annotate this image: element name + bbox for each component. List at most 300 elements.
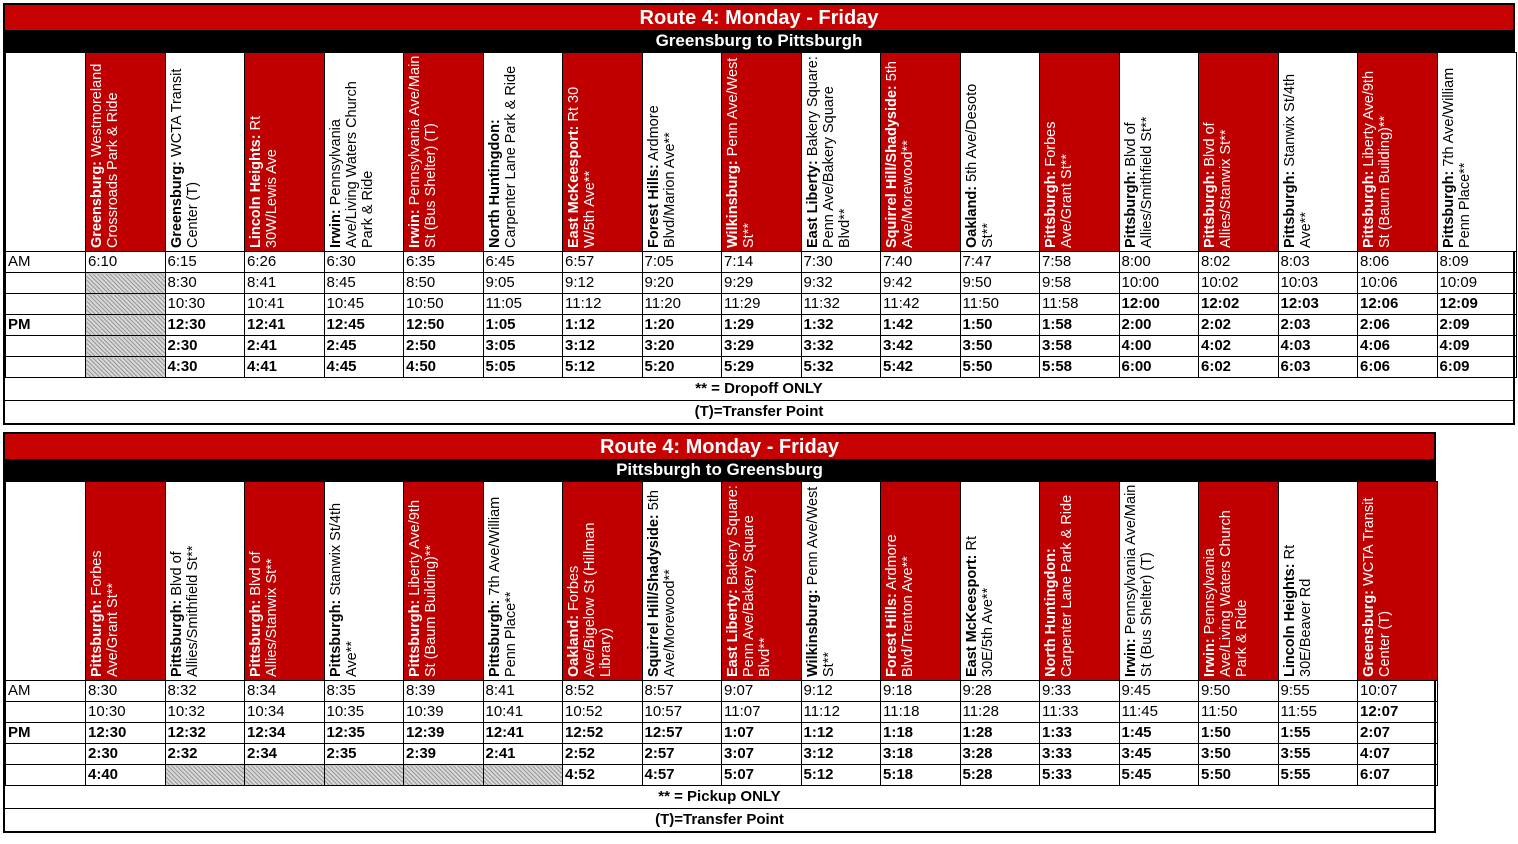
stop-header [1040,53,1120,252]
stop-header [1199,53,1279,252]
time-cell: 10:35 [324,702,404,723]
time-cell: 11:05 [483,294,563,315]
time-cell: 5:58 [1040,357,1120,378]
time-cell: 3:50 [960,336,1040,357]
time-cell: 9:50 [1199,681,1279,702]
stop-detail: Stanwix St/4th Ave** [327,502,360,677]
time-cell: 2:34 [245,744,325,765]
time-cell: 10:39 [404,702,484,723]
time-cell: 3:55 [1278,744,1358,765]
period-label [6,336,86,357]
time-cell: 9:29 [722,273,802,294]
time-cell: 10:30 [86,702,166,723]
stop-detail: 5th Ave/Morewood** [884,61,916,248]
time-row [6,702,1438,723]
time-cell: 2:39 [404,744,484,765]
time-cell: 2:50 [404,336,484,357]
time-cell: 5:42 [881,357,961,378]
time-cell: 3:28 [960,744,1040,765]
stop-label [248,55,280,248]
stop-header [960,482,1040,681]
stop-name: Wilkinsburg: [725,160,741,248]
time-cell: 8:30 [165,273,245,294]
time-cell: 10:32 [165,702,245,723]
stop-name: Pittsburgh: [1043,170,1059,248]
stop-detail: 7th Ave/William Penn Place** [486,496,519,677]
time-cell: 2:06 [1358,315,1438,336]
stop-header [881,53,961,252]
stop-label [725,484,773,677]
time-cell: 10:50 [404,294,484,315]
period-label [6,273,86,294]
time-cell: 10:03 [1278,273,1358,294]
time-cell: 9:55 [1278,681,1358,702]
time-cell: 3:45 [1119,744,1199,765]
stop-name: Irwin: [327,209,344,248]
stop-detail: Ardmore Blvd/Marion Ave** [645,105,678,248]
time-cell: 2:30 [165,336,245,357]
stop-label [805,55,853,248]
stop-label [89,55,121,248]
corner-cell [6,53,86,252]
time-cell: 11:29 [722,294,802,315]
time-cell: 9:45 [1119,681,1199,702]
stop-name: Greensburg: [168,160,185,248]
time-cell: 4:50 [404,357,484,378]
time-cell: 3:32 [801,336,881,357]
stop-label [169,484,201,677]
stop-name: North Huntingdon: [1043,548,1059,677]
stop-name: Lincoln Heights: [248,134,264,248]
footnote-transfer: (T)=Transfer Point [5,401,1513,425]
stop-header [1437,53,1517,252]
time-cell: 10:52 [563,702,643,723]
time-row [6,294,1517,315]
stop-header [563,482,643,681]
stop-header [1119,53,1199,252]
time-cell: 5:50 [1199,765,1279,786]
time-cell: 9:28 [960,681,1040,702]
stop-label [1043,484,1075,677]
time-cell: 3:05 [483,336,563,357]
stop-header [801,53,881,252]
stop-name: Pittsburgh: [248,599,264,677]
time-cell: 6:09 [1437,357,1517,378]
time-cell: 12:00 [1119,294,1199,315]
stop-header [722,482,802,681]
time-cell: 11:12 [801,702,881,723]
time-cell: 6:07 [1358,765,1438,786]
time-cell: 8:45 [324,273,404,294]
stop-label [1441,55,1473,248]
stop-header-row [6,482,1438,681]
time-cell: 5:18 [881,765,961,786]
time-cell: 12:41 [245,315,325,336]
time-cell: 3:20 [642,336,722,357]
time-cell: 11:18 [881,702,961,723]
time-cell: 8:35 [324,681,404,702]
time-cell: 4:57 [642,765,722,786]
time-cell: 8:41 [245,273,325,294]
stop-name: Pittsburgh: [1440,170,1457,248]
time-cell: 11:45 [1119,702,1199,723]
time-cell: 10:02 [1199,273,1279,294]
stop-label [1123,55,1155,248]
route-title: Route 4: Monday - Friday [5,3,1513,30]
stop-name: Pittsburgh: [486,599,503,677]
stop-detail: Pennsylvania Ave/Living Waters Church Park & Ride [1202,510,1250,677]
time-cell: 2:03 [1278,315,1358,336]
time-cell: 2:00 [1119,315,1199,336]
no-service-cell [483,765,563,786]
stop-name: Greensburg: [89,160,105,248]
time-cell: 6:26 [245,252,325,273]
stop-name: Pittsburgh: [168,599,185,677]
stop-label [1282,484,1314,677]
time-cell: 8:34 [245,681,325,702]
time-cell: 12:03 [1278,294,1358,315]
time-cell: 6:06 [1358,357,1438,378]
time-cell: 10:09 [1437,273,1517,294]
time-cell: 11:33 [1040,702,1120,723]
stop-label [646,484,678,677]
no-service-cell [86,336,166,357]
stop-detail: Pennsylvania Ave/Main St (Bus Shelter) (T) [1122,484,1155,677]
stop-detail: Westmoreland Crossroads Park & Ride [89,63,121,248]
time-cell: 5:45 [1119,765,1199,786]
time-cell: 12:52 [563,723,643,744]
time-cell: 9:12 [563,273,643,294]
time-cell: 7:58 [1040,252,1120,273]
stop-detail: Liberty Ave/9th St (Baum Building)** [1361,70,1393,248]
stop-label [328,55,376,248]
time-cell: 11:12 [563,294,643,315]
time-cell: 9:42 [881,273,961,294]
time-cell: 11:55 [1278,702,1358,723]
time-cell: 5:07 [722,765,802,786]
stop-label [566,484,614,677]
time-cell: 11:07 [722,702,802,723]
stop-header [1358,482,1438,681]
time-cell: 1:12 [563,315,643,336]
time-cell: 1:28 [960,723,1040,744]
stop-label [1361,55,1393,248]
time-cell: 6:00 [1119,357,1199,378]
stop-detail: Carpenter Lane Park & Ride [502,65,519,248]
time-cell: 4:30 [165,357,245,378]
stop-name: East McKeesport: [963,554,980,677]
time-cell: 11:32 [801,294,881,315]
time-cell: 8:52 [563,681,643,702]
stop-name: Squirrel Hill/Shadyside: [884,85,900,248]
stop-label [407,484,439,677]
stop-header [165,53,245,252]
time-cell: 2:41 [483,744,563,765]
no-service-cell [86,357,166,378]
no-service-cell [324,765,404,786]
stop-header-row [6,53,1517,252]
time-cell: 3:18 [881,744,961,765]
stop-header [1040,482,1120,681]
time-cell: 12:50 [404,315,484,336]
stop-detail: Stanwix St/4th Ave** [1281,73,1314,248]
stop-name: East McKeesport: [566,125,582,248]
time-cell: 9:12 [801,681,881,702]
time-cell: 1:18 [881,723,961,744]
time-cell: 5:20 [642,357,722,378]
time-cell: 5:33 [1040,765,1120,786]
time-cell: 2:32 [165,744,245,765]
footnote-dropoff: ** = Dropoff ONLY [5,378,1513,401]
stop-name: Pittsburgh: [1202,170,1218,248]
time-cell: 12:30 [165,315,245,336]
schedule-greensburg-to-pittsburgh [3,3,1515,425]
time-cell: 3:29 [722,336,802,357]
schedule-pittsburgh-to-greensburg [3,432,1436,833]
stop-detail: Ardmore Blvd/Trenton Ave** [884,534,916,677]
stop-name: Oakland: [963,185,980,248]
period-label: PM [6,315,86,336]
time-cell: 12:41 [483,723,563,744]
stop-name: Pittsburgh: [327,599,344,677]
direction-subtitle: Greensburg to Pittsburgh [5,30,1513,52]
time-cell: 7:47 [960,252,1040,273]
stop-header [722,53,802,252]
time-cell: 6:30 [324,252,404,273]
time-cell: 8:50 [404,273,484,294]
time-cell: 10:00 [1119,273,1199,294]
stop-header [165,482,245,681]
time-row [6,681,1438,702]
time-cell: 1:45 [1119,723,1199,744]
stop-header [324,53,404,252]
stop-detail: Blvd of Allies/Smithfield St** [168,545,201,677]
time-cell: 7:14 [722,252,802,273]
time-cell: 6:45 [483,252,563,273]
stop-detail: Forbes Ave/Grant St** [1043,121,1075,248]
time-cell: 5:28 [960,765,1040,786]
time-cell: 4:52 [563,765,643,786]
stop-header [86,482,166,681]
stop-header [1358,53,1438,252]
stop-label [1202,484,1250,677]
time-cell: 1:20 [642,315,722,336]
time-cell: 7:05 [642,252,722,273]
stop-detail: Forbes Ave/Bigelow St (Hillman Library) [566,522,614,677]
time-cell: 9:18 [881,681,961,702]
stop-detail: Bakery Square: Penn Ave/Bakery Square Blvd** [804,56,853,248]
no-service-cell [86,294,166,315]
time-cell: 12:45 [324,315,404,336]
time-cell: 2:35 [324,744,404,765]
time-cell: 5:12 [801,765,881,786]
stop-label [89,484,121,677]
stop-detail: Pennsylvania Ave/Main St (Bus Shelter) (T) [407,55,439,248]
stop-detail: WCTA Transit Center (T) [1361,497,1393,677]
stop-detail: Rt 30E/5th Ave** [963,535,996,677]
stop-name: East Liberty: [725,589,741,677]
time-cell: 1:33 [1040,723,1120,744]
time-cell: 12:02 [1199,294,1279,315]
time-cell: 1:05 [483,315,563,336]
period-label [6,765,86,786]
stop-name: Greensburg: [1361,589,1377,677]
time-cell: 10:34 [245,702,325,723]
time-cell: 12:06 [1358,294,1438,315]
period-label [6,294,86,315]
time-cell: 5:55 [1278,765,1358,786]
time-cell: 10:41 [483,702,563,723]
time-cell: 10:45 [324,294,404,315]
time-cell: 2:07 [1358,723,1438,744]
time-cell: 8:57 [642,681,722,702]
time-cell: 10:06 [1358,273,1438,294]
stop-detail: 5th Ave/Desoto St** [963,83,996,248]
stop-header [801,482,881,681]
stop-name: Pittsburgh: [1281,170,1298,248]
stop-detail: Bakery Square: Penn Ave/Bakery Square Blvd** [725,485,773,677]
time-cell: 8:00 [1119,252,1199,273]
stop-detail: Pennsylvania Ave/Living Waters Church Park & Ride [327,81,376,248]
stop-label [1123,484,1155,677]
period-label [6,357,86,378]
time-cell: 6:35 [404,252,484,273]
period-label [6,702,86,723]
time-cell: 9:58 [1040,273,1120,294]
time-cell: 8:09 [1437,252,1517,273]
stop-header [483,53,563,252]
stop-label [248,484,280,677]
time-row [6,252,1517,273]
time-cell: 11:58 [1040,294,1120,315]
stop-label [169,55,201,248]
stop-detail: Blvd of Allies/Stanwix St** [248,551,280,677]
time-cell: 9:20 [642,273,722,294]
time-cell: 3:12 [563,336,643,357]
stop-label [964,484,996,677]
time-cell: 12:30 [86,723,166,744]
time-row [6,723,1438,744]
time-cell: 10:07 [1358,681,1438,702]
time-cell: 4:03 [1278,336,1358,357]
stop-label [884,484,916,677]
stop-label [805,484,837,677]
time-cell: 6:57 [563,252,643,273]
stop-label [407,55,439,248]
time-cell: 5:32 [801,357,881,378]
time-cell: 3:58 [1040,336,1120,357]
time-cell: 5:29 [722,357,802,378]
time-cell: 8:41 [483,681,563,702]
time-cell: 12:34 [245,723,325,744]
time-cell: 1:58 [1040,315,1120,336]
no-service-cell [404,765,484,786]
time-cell: 12:57 [642,723,722,744]
time-cell: 2:30 [86,744,166,765]
time-cell: 9:33 [1040,681,1120,702]
stop-header [1278,53,1358,252]
time-cell: 2:52 [563,744,643,765]
stop-detail: Rt 30 W/5th Ave** [566,86,598,248]
stop-label [1282,55,1314,248]
period-label: AM [6,252,86,273]
time-cell: 2:57 [642,744,722,765]
stop-name: Irwin: [407,209,423,248]
time-cell: 4:06 [1358,336,1438,357]
time-row [6,744,1438,765]
stop-label [964,55,996,248]
stop-name: Squirrel Hill/Shadyside: [645,514,662,677]
stop-header [642,53,722,252]
time-cell: 8:03 [1278,252,1358,273]
time-cell: 11:50 [1199,702,1279,723]
stop-name: Pittsburgh: [1122,170,1139,248]
footnote-transfer: (T)=Transfer Point [5,809,1434,833]
time-cell: 11:50 [960,294,1040,315]
stop-name: East Liberty: [804,160,821,248]
stop-name: Pittsburgh: [89,599,105,677]
stop-label [566,55,598,248]
time-cell: 11:20 [642,294,722,315]
stop-header [404,53,484,252]
time-cell: 1:50 [960,315,1040,336]
time-cell: 12:35 [324,723,404,744]
time-cell: 3:50 [1199,744,1279,765]
time-cell: 2:02 [1199,315,1279,336]
stop-name: Forest Hills: [884,593,900,677]
time-row [6,315,1517,336]
time-cell: 4:00 [1119,336,1199,357]
time-cell: 5:50 [960,357,1040,378]
stop-header [245,482,325,681]
time-cell: 1:07 [722,723,802,744]
time-cell: 4:02 [1199,336,1279,357]
time-cell: 9:50 [960,273,1040,294]
stop-detail: Blvd of Allies/Stanwix St** [1202,122,1234,248]
stop-header [960,53,1040,252]
stop-label [884,55,916,248]
stop-header [1199,482,1279,681]
no-service-cell [165,765,245,786]
time-cell: 2:41 [245,336,325,357]
stop-label [328,484,360,677]
time-cell: 6:02 [1199,357,1279,378]
time-cell: 2:09 [1437,315,1517,336]
time-cell: 1:42 [881,315,961,336]
stop-header [642,482,722,681]
time-cell: 6:10 [86,252,166,273]
period-label: PM [6,723,86,744]
stop-label [487,484,519,677]
route-title: Route 4: Monday - Friday [5,432,1434,459]
time-cell: 10:41 [245,294,325,315]
time-row [6,357,1517,378]
time-cell: 1:55 [1278,723,1358,744]
time-cell: 12:32 [165,723,245,744]
time-cell: 3:42 [881,336,961,357]
time-cell: 10:57 [642,702,722,723]
time-cell: 2:45 [324,336,404,357]
corner-cell [6,482,86,681]
time-cell: 7:40 [881,252,961,273]
time-row [6,336,1517,357]
no-service-cell [86,273,166,294]
time-cell: 8:32 [165,681,245,702]
time-cell: 9:32 [801,273,881,294]
stop-detail: Blvd of Allies/Smithfield St** [1122,116,1155,248]
stop-detail: 7th Ave/William Penn Place** [1440,67,1473,248]
time-cell: 4:40 [86,765,166,786]
